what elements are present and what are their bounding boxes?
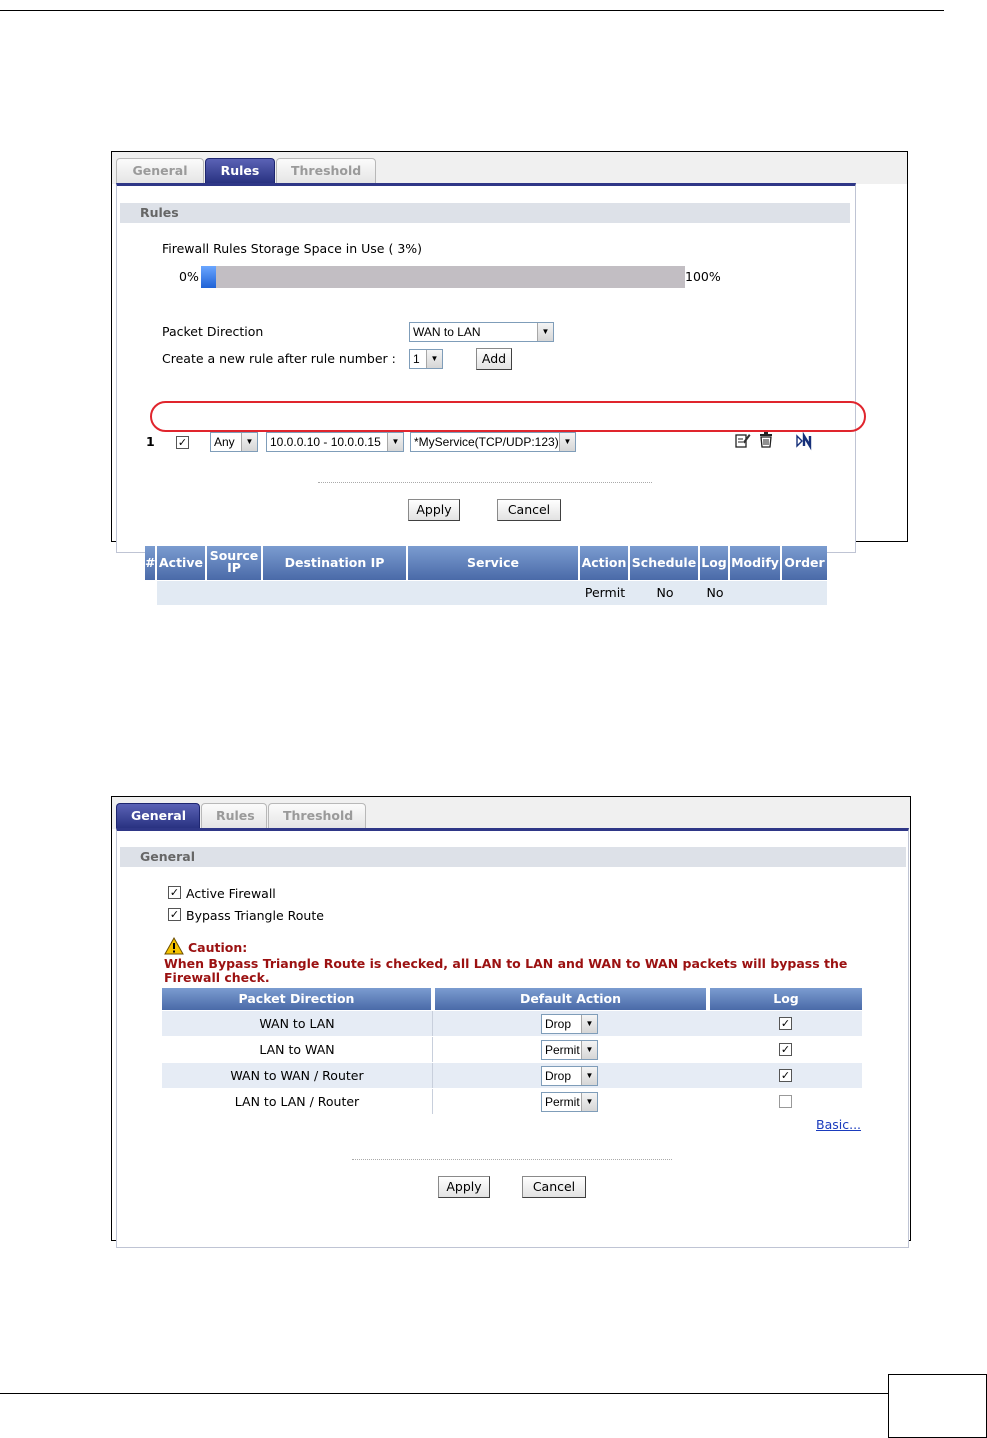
apply-button[interactable]: Apply <box>438 1176 490 1198</box>
direction-cell: WAN to WAN / Router <box>162 1063 433 1088</box>
warning-icon <box>164 937 184 955</box>
default-action-select[interactable]: Permit ▼ <box>541 1040 598 1060</box>
bypass-triangle-label: Bypass Triangle Route <box>186 908 324 923</box>
rule-destination-cell <box>263 581 408 605</box>
tab-bar <box>112 152 907 184</box>
tab-rules[interactable]: Rules <box>205 158 275 184</box>
caution-message: When Bypass Triangle Route is checked, all LAN to LAN and WAN to WAN packets will bypass the <box>164 956 848 971</box>
rule-source-cell <box>207 581 263 605</box>
active-firewall-label: Active Firewall <box>186 886 276 901</box>
trash-icon[interactable] <box>759 432 773 448</box>
cancel-button[interactable]: Cancel <box>522 1176 586 1198</box>
rule-active-cell <box>157 581 207 605</box>
col-number: # <box>145 546 157 580</box>
col-packet-direction: Packet Direction <box>162 988 433 1010</box>
rule-number-select[interactable]: 1 ▼ <box>409 349 443 369</box>
default-action-select[interactable]: Permit ▼ <box>541 1092 598 1112</box>
active-firewall-checkbox[interactable]: ✓ <box>169 886 180 899</box>
col-action: Action <box>580 546 630 580</box>
direction-cell: WAN to LAN <box>162 1011 433 1036</box>
packet-direction-label: Packet Direction <box>162 324 264 339</box>
apply-button[interactable]: Apply <box>408 499 460 521</box>
rule-action: Permit <box>580 581 630 605</box>
tab-general[interactable]: General <box>116 158 204 184</box>
table-row <box>162 1089 862 1114</box>
storage-start-label: 0% <box>179 269 199 284</box>
default-action-select[interactable]: Drop ▼ <box>541 1014 598 1034</box>
chevron-down-icon: ▼ <box>581 1041 597 1059</box>
general-screenshot <box>111 796 911 1241</box>
log-checkbox[interactable] <box>779 1095 792 1108</box>
caution-title: Caution: <box>188 940 248 955</box>
move-icon[interactable] <box>796 434 814 448</box>
storage-progress-fill <box>201 266 216 288</box>
log-checkbox[interactable]: ✓ <box>780 1043 791 1056</box>
caution-message-cont: Firewall check. <box>164 970 270 985</box>
tab-threshold[interactable]: Threshold <box>276 158 376 184</box>
storage-percent: ( 3%) <box>388 241 423 256</box>
add-button[interactable]: Add <box>476 348 512 370</box>
rule-service-cell <box>408 581 580 605</box>
packet-direction-select[interactable]: WAN to LAN ▼ <box>409 322 554 342</box>
storage-end-label: 100% <box>685 269 721 284</box>
section-title: Rules <box>120 203 850 223</box>
page-top-rule <box>0 10 944 11</box>
divider <box>352 1159 672 1160</box>
chevron-down-icon: ▼ <box>241 433 257 451</box>
rule-number: 1 <box>146 434 155 449</box>
storage-label: Firewall Rules Storage Space in Use ( 3%) <box>162 241 423 256</box>
chevron-down-icon: ▼ <box>581 1093 597 1111</box>
divider <box>318 482 652 483</box>
bypass-triangle-checkbox[interactable]: ✓ <box>169 908 180 921</box>
cancel-button[interactable]: Cancel <box>497 499 561 521</box>
table-row <box>162 1063 862 1088</box>
tab-rules[interactable]: Rules <box>201 803 267 829</box>
chevron-down-icon: ▼ <box>581 1067 597 1085</box>
section-title: General <box>120 847 906 867</box>
rule-order-cell <box>782 581 827 605</box>
tab-bar <box>112 797 910 829</box>
chevron-down-icon: ▼ <box>387 433 403 451</box>
service-select[interactable]: *MyService(TCP/UDP:123) ▼ <box>410 432 576 452</box>
storage-progress-bar <box>201 266 685 288</box>
new-rule-label: Create a new rule after rule number : <box>162 351 396 366</box>
col-order: Order <box>784 555 825 570</box>
chevron-down-icon: ▼ <box>426 350 442 368</box>
direction-cell: LAN to WAN <box>162 1037 433 1062</box>
basic-link[interactable]: Basic... <box>816 1117 862 1132</box>
table-row <box>162 1011 862 1036</box>
log-checkbox[interactable]: ✓ <box>780 1069 791 1082</box>
col-default-action: Default Action <box>435 988 708 1010</box>
rule-log: No <box>700 581 730 605</box>
chevron-down-icon: ▼ <box>559 433 575 451</box>
rule-active-checkbox[interactable]: ✓ <box>177 436 188 449</box>
col-destination-ip: Destination IP <box>263 546 408 580</box>
rules-screenshot <box>111 151 908 600</box>
header-highlight-oval <box>150 401 866 432</box>
col-active: Active <box>157 546 207 580</box>
tab-general[interactable]: General <box>116 803 200 829</box>
chevron-down-icon: ▼ <box>537 323 553 341</box>
page-number-box <box>888 1374 987 1438</box>
rule-modify-cell <box>730 581 782 605</box>
page-bottom-rule <box>0 1393 890 1394</box>
direction-cell: LAN to LAN / Router <box>162 1089 433 1114</box>
edit-icon[interactable] <box>735 432 751 448</box>
col-log: Log <box>710 988 862 1010</box>
col-modify: Modify <box>730 546 782 580</box>
destination-ip-select[interactable]: 10.0.0.10 - 10.0.0.15 ▼ <box>266 432 404 452</box>
default-action-select[interactable]: Drop ▼ <box>541 1066 598 1086</box>
log-checkbox[interactable]: ✓ <box>780 1017 791 1030</box>
tab-threshold[interactable]: Threshold <box>268 803 366 829</box>
col-source-ip: Source IP <box>207 546 263 580</box>
rule-schedule: No <box>630 581 700 605</box>
table-row <box>162 1037 862 1062</box>
col-service: Service <box>408 546 580 580</box>
col-schedule: Schedule <box>630 546 700 580</box>
col-log: Log <box>700 546 730 580</box>
source-ip-select[interactable]: Any ▼ <box>210 432 258 452</box>
chevron-down-icon: ▼ <box>581 1015 597 1033</box>
